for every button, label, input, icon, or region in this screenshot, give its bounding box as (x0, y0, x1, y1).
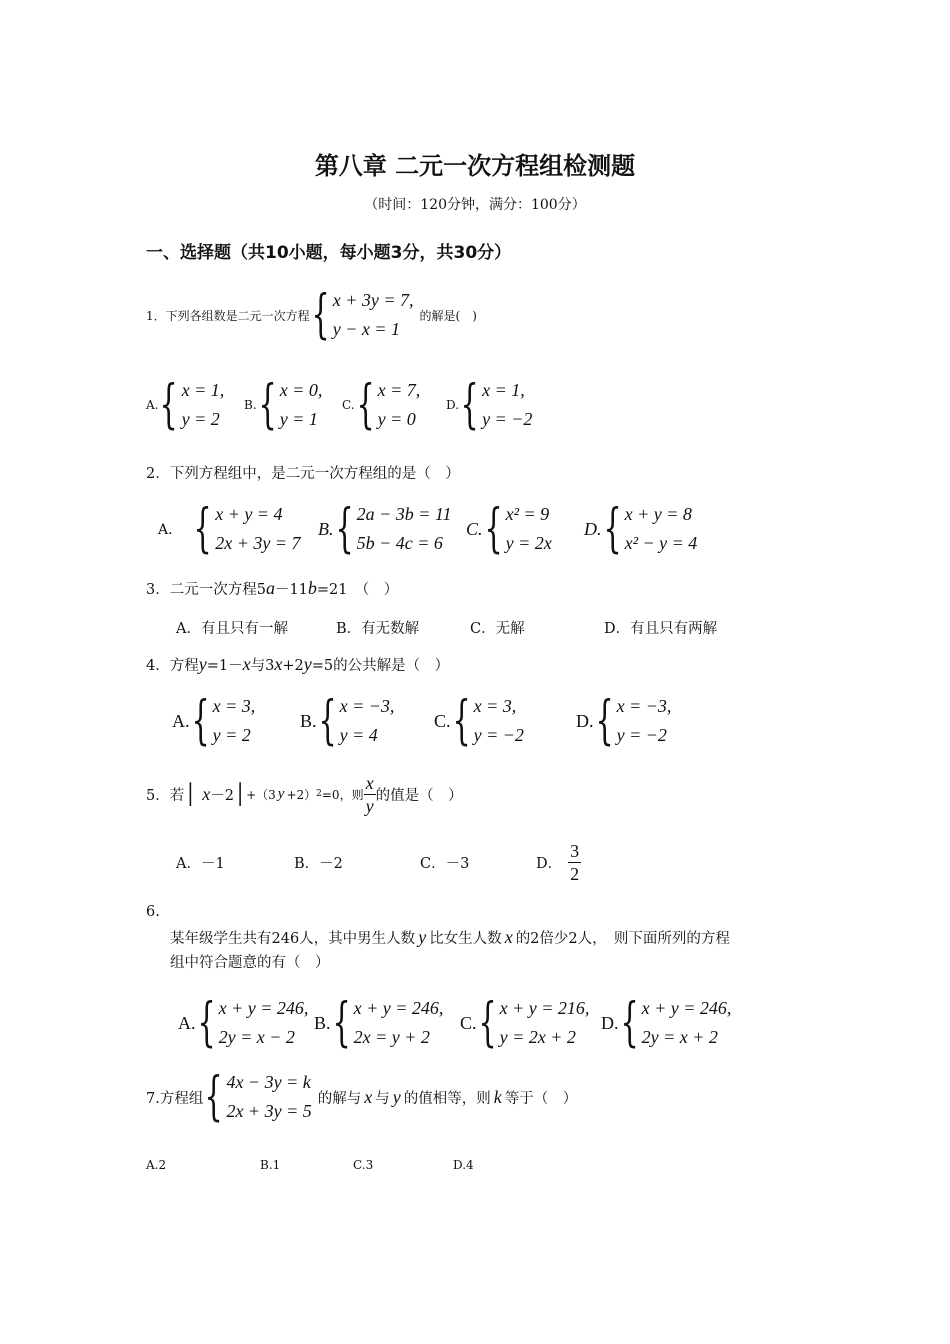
question-1-prefix: 1．下列各组数是二元一次方程 (146, 308, 310, 323)
question-text: 与3 (250, 658, 275, 674)
question-3-option-b[interactable]: B．有无数解 (336, 621, 420, 637)
question-6-option-d[interactable] (601, 994, 731, 1052)
equation: y = 4 (339, 725, 378, 745)
brace-icon: { (317, 691, 337, 751)
question-6-option-a[interactable] (178, 994, 308, 1052)
question-text: －11 (274, 582, 308, 598)
variable: y (198, 654, 207, 674)
option-label: A. (146, 398, 159, 412)
question-text: 的解与 (317, 1090, 362, 1107)
question-1-option-d[interactable] (446, 376, 532, 434)
question-text: －2 (210, 787, 235, 804)
equation: x + 3y = 7, (332, 290, 414, 310)
question-text: 3．二元一次方程5 (146, 582, 266, 598)
question-6-line-2: 组中符合题意的有（ ） (170, 955, 330, 971)
equation: 4x − 3y = k (226, 1072, 311, 1092)
variable: b (307, 578, 317, 598)
option-label: D． (536, 855, 563, 872)
variable: x (242, 654, 251, 674)
option-label: A. (178, 1012, 196, 1033)
section-heading: 一、选择题（共10小题，每小题3分，共30分） (146, 243, 512, 263)
question-3-option-c[interactable]: C．无解 (470, 621, 525, 637)
question-text: 等于（ ） (504, 1090, 578, 1107)
option-label: C. (460, 1012, 477, 1033)
question-5-option-c[interactable]: C．－3 (420, 856, 470, 872)
question-4 (146, 654, 449, 675)
question-6-option-b[interactable] (314, 994, 443, 1052)
question-1-suffix: 的解是( ) (419, 308, 477, 323)
question-text: 的值相等，则 (403, 1090, 491, 1107)
page-title: 第八章 二元一次方程组检测题 (314, 152, 636, 180)
equation: y = 2x (505, 533, 552, 553)
equation: x = 1, (482, 380, 525, 400)
question-text: =21 （ ） (316, 582, 399, 598)
question-1-option-c[interactable] (342, 376, 420, 434)
question-2-option-a[interactable] (158, 500, 301, 558)
question-2-option-b[interactable] (318, 500, 452, 558)
equation: x + y = 246, (641, 998, 732, 1018)
variable: k (493, 1086, 502, 1107)
equation: y = 2x + 2 (499, 1027, 576, 1047)
question-7-option-a[interactable]: A.2 (146, 1158, 167, 1172)
question-text: 4．方程 (146, 658, 199, 674)
equation: y = −2 (473, 725, 524, 745)
equation: 2a − 3b = 11 (356, 504, 452, 524)
question-3 (146, 578, 398, 599)
option-label: B. (314, 1012, 331, 1033)
equation: x = 3, (212, 696, 256, 716)
equation: y = −2 (616, 725, 667, 745)
question-text: 的2倍少2人， 则下面所列的方程 (515, 931, 730, 947)
variable: x (274, 654, 283, 674)
equation: y = 2 (212, 725, 251, 745)
brace-icon: { (451, 691, 471, 751)
question-6-option-c[interactable] (460, 994, 589, 1052)
option-label: C. (434, 710, 451, 731)
brace-icon: { (356, 375, 375, 435)
question-text: +（3 (246, 787, 276, 802)
brace-icon: { (159, 375, 179, 435)
option-label: C. (342, 398, 355, 412)
question-4-option-b[interactable] (300, 692, 394, 750)
brace-icon: { (311, 285, 330, 345)
equation: x = 0, (279, 380, 323, 400)
brace-icon: { (196, 993, 216, 1053)
absolute-bar: │ (184, 782, 197, 806)
question-4-option-c[interactable] (434, 692, 524, 750)
question-text: +2） (286, 787, 317, 802)
equation: y = −2 (482, 409, 533, 429)
equation: 2x = y + 2 (353, 1027, 430, 1047)
question-text: =0，则 (321, 787, 364, 802)
option-label: B. (244, 398, 257, 412)
variable: x (364, 1086, 373, 1107)
question-7-option-d[interactable]: D.4 (453, 1158, 474, 1172)
brace-icon: { (602, 499, 622, 559)
equation: x + y = 8 (624, 504, 692, 524)
option-label: A． (158, 522, 183, 538)
exam-info: （时间：120分钟，满分：100分） (364, 197, 586, 213)
option-label: C. (466, 518, 483, 539)
option-label: D. (584, 518, 602, 539)
equation: 2x + 3y = 7 (215, 533, 301, 553)
option-label: A. (172, 710, 190, 731)
question-5-option-a[interactable]: A．－1 (176, 856, 225, 872)
option-label: B. (300, 710, 317, 731)
equation: x = 1, (181, 380, 225, 400)
brace-icon: { (594, 691, 614, 751)
equation: 2y = x + 2 (641, 1027, 718, 1047)
question-7-option-b[interactable]: B.1 (260, 1158, 281, 1172)
question-text: 的值是（ ） (375, 787, 463, 804)
question-1-system (310, 286, 414, 344)
question-2: 2．下列方程组中，是二元一次方程组的是（ ） (146, 466, 460, 482)
brace-icon: { (460, 375, 479, 435)
variable: y (277, 785, 285, 802)
equation: x + y = 4 (215, 504, 283, 524)
equation: x = −3, (616, 696, 672, 716)
question-5-option-d[interactable] (536, 838, 581, 886)
equation: x² − y = 4 (624, 533, 698, 553)
equation: y = 1 (279, 409, 318, 429)
equation: x = −3, (339, 696, 395, 716)
equation: y − x = 1 (332, 319, 401, 339)
question-text: 7.方程组 (146, 1090, 204, 1107)
brace-icon: { (619, 993, 639, 1053)
question-1-option-a[interactable] (146, 376, 224, 434)
question-text: =5的公共解是（ ） (311, 658, 450, 674)
brace-icon: { (477, 993, 497, 1053)
question-5-option-b[interactable]: B．－2 (294, 856, 343, 872)
brace-icon: { (258, 375, 277, 435)
option-label: D. (576, 710, 594, 731)
option-label: D. (446, 398, 460, 412)
brace-icon: { (334, 499, 354, 559)
absolute-bar: │ (234, 782, 247, 806)
option-label: D. (601, 1012, 619, 1033)
equation: x + y = 216, (499, 998, 590, 1018)
brace-icon: { (190, 691, 210, 751)
question-6-number: 6. (146, 904, 160, 920)
question-4-option-d[interactable] (576, 692, 671, 750)
question-text: 某年级学生共有246人，其中男生人数 (170, 931, 416, 947)
question-text: 比女生人数 (429, 931, 502, 947)
equation: x = 7, (377, 380, 421, 400)
fraction: $\frac{3}{2}$ (570, 840, 580, 884)
variable: x (202, 783, 211, 804)
question-text: +2 (282, 658, 304, 674)
question-7-system (203, 1068, 311, 1126)
brace-icon: { (204, 1067, 223, 1127)
equation: 2x + 3y = 5 (226, 1101, 312, 1121)
question-6 (170, 927, 730, 948)
variable: a (265, 578, 275, 598)
brace-icon: { (193, 499, 212, 559)
fraction: $\frac{x}{y}$ (365, 772, 374, 816)
option-label: B. (318, 518, 334, 539)
equation: x = 3, (473, 696, 517, 716)
question-1 (146, 286, 477, 344)
question-text: 5．若 (146, 787, 185, 804)
question-5 (146, 768, 463, 820)
question-3-option-a[interactable]: A．有且只有一解 (176, 621, 288, 637)
question-text: =1－ (206, 658, 243, 674)
question-text: 与 (375, 1090, 390, 1107)
equation: 5b − 4c = 6 (356, 533, 443, 553)
variable: x (504, 927, 513, 947)
question-2-option-c[interactable] (466, 500, 552, 558)
exponent: 2 (316, 789, 322, 799)
variable: y (303, 654, 312, 674)
equation: y = 0 (377, 409, 416, 429)
question-3-option-d[interactable]: D．有且只有两解 (604, 621, 718, 637)
question-7-option-c[interactable]: C.3 (353, 1158, 374, 1172)
equation: 2y = x − 2 (218, 1027, 295, 1047)
brace-icon: { (331, 993, 351, 1053)
question-4-option-a[interactable] (172, 692, 255, 750)
brace-icon: { (483, 499, 503, 559)
variable: y (418, 927, 427, 947)
equation: x² = 9 (505, 504, 550, 524)
variable: y (392, 1086, 401, 1107)
question-2-option-d[interactable] (584, 500, 697, 558)
equation: x + y = 246, (218, 998, 309, 1018)
question-1-option-b[interactable] (244, 376, 322, 434)
equation: y = 2 (181, 409, 220, 429)
question-7 (146, 1068, 577, 1126)
equation: x + y = 246, (353, 998, 444, 1018)
